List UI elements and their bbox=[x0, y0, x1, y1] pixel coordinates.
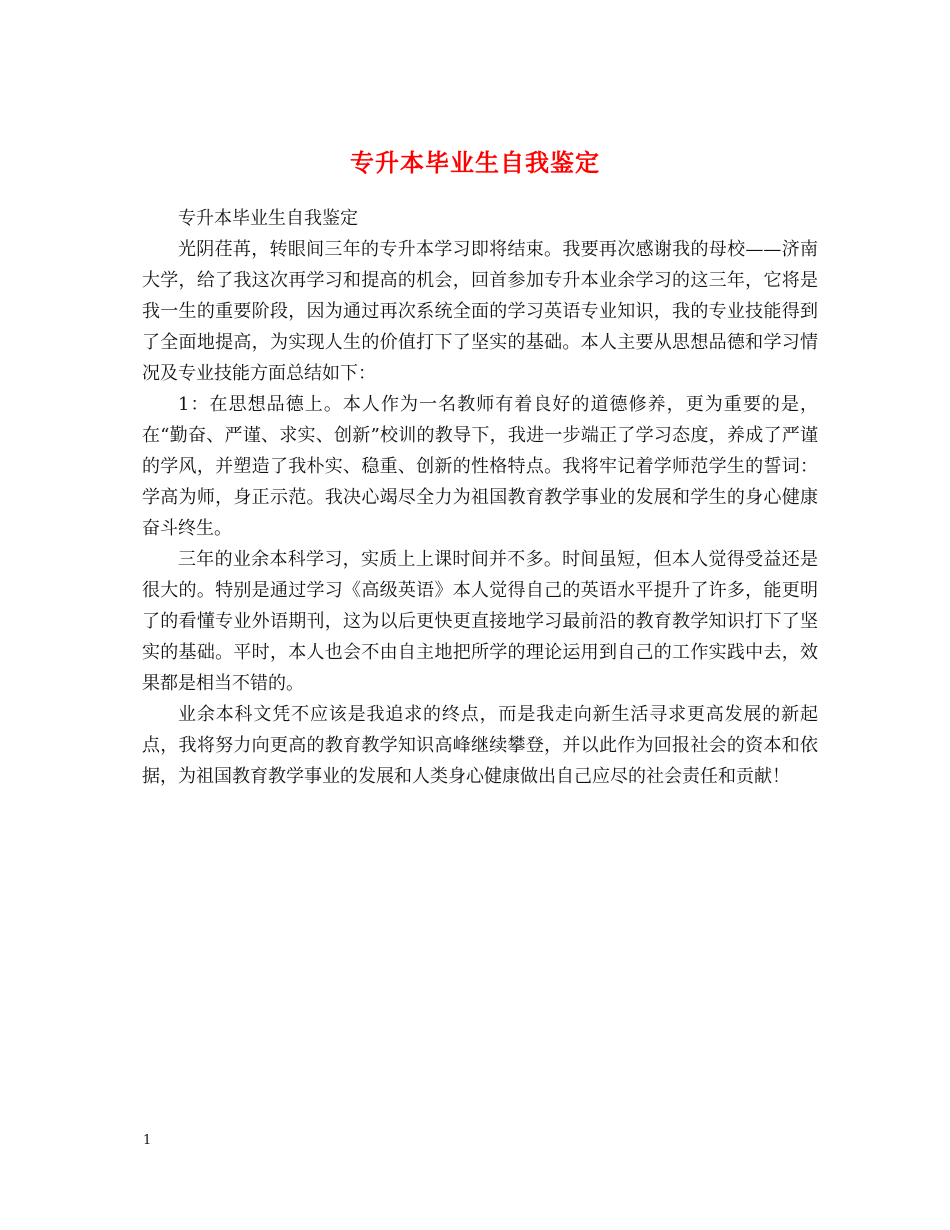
document-body bbox=[142, 203, 818, 792]
paragraph-conclusion: 业余本科文凭不应该是我追求的终点，而是我走向新生活寻求更高发展的新起点，我将努力向更高的教育教学知识高峰继续攀登，并以此作为回报社会的资本和依据，为祖国教育教学事业的发展和人类身心健康做出自己应尽的社会责任和贡献！ bbox=[142, 704, 818, 787]
paragraph-heading: 专升本毕业生自我鉴定 bbox=[178, 208, 358, 229]
paragraph-study: 三年的业余本科学习，实质上上课时间并不多。时间虽短，但本人觉得受益还是很大的。特别是通过学习《高级英语》本人觉得自己的英语水平提升了许多，能更明了的看懂专业外语期刊，这为以后更快更直接地学习最前沿的教育教学知识打下了坚实的基础。平时，本人也会不由自主地把所学的理论运用到自己的工作实践中去，效果都是相当不错的。 bbox=[142, 549, 818, 694]
paragraph-moral-character: 1：在思想品德上。本人作为一名教师有着良好的道德修养，更为重要的是，在“勤奋、严谨、求实、创新”校训的教导下，我进一步端正了学习态度，养成了严谨的学风，并塑造了我朴实、稳重、创新的性格特点。我将牢记着学师范学生的誓词：学高为师，身正示范。我决心竭尽全力为祖国教育教学事业的发展和学生的身心健康奋斗终生。 bbox=[142, 394, 818, 539]
paragraph-intro: 光阴荏苒，转眼间三年的专升本学习即将结束。我要再次感谢我的母校——济南大学，给了我这次再学习和提高的机会，回首参加专升本业余学习的这三年，它将是我一生的重要阶段，因为通过再次系统全面的学习英语专业知识，我的专业技能得到了全面地提高，为实现人生的价值打下了坚实的基础。本人主要从思想品德和学习情况及专业技能方面总结如下： bbox=[142, 239, 818, 384]
document-title: 专升本毕业生自我鉴定 bbox=[350, 148, 600, 178]
page-number: 1 bbox=[143, 1133, 152, 1148]
